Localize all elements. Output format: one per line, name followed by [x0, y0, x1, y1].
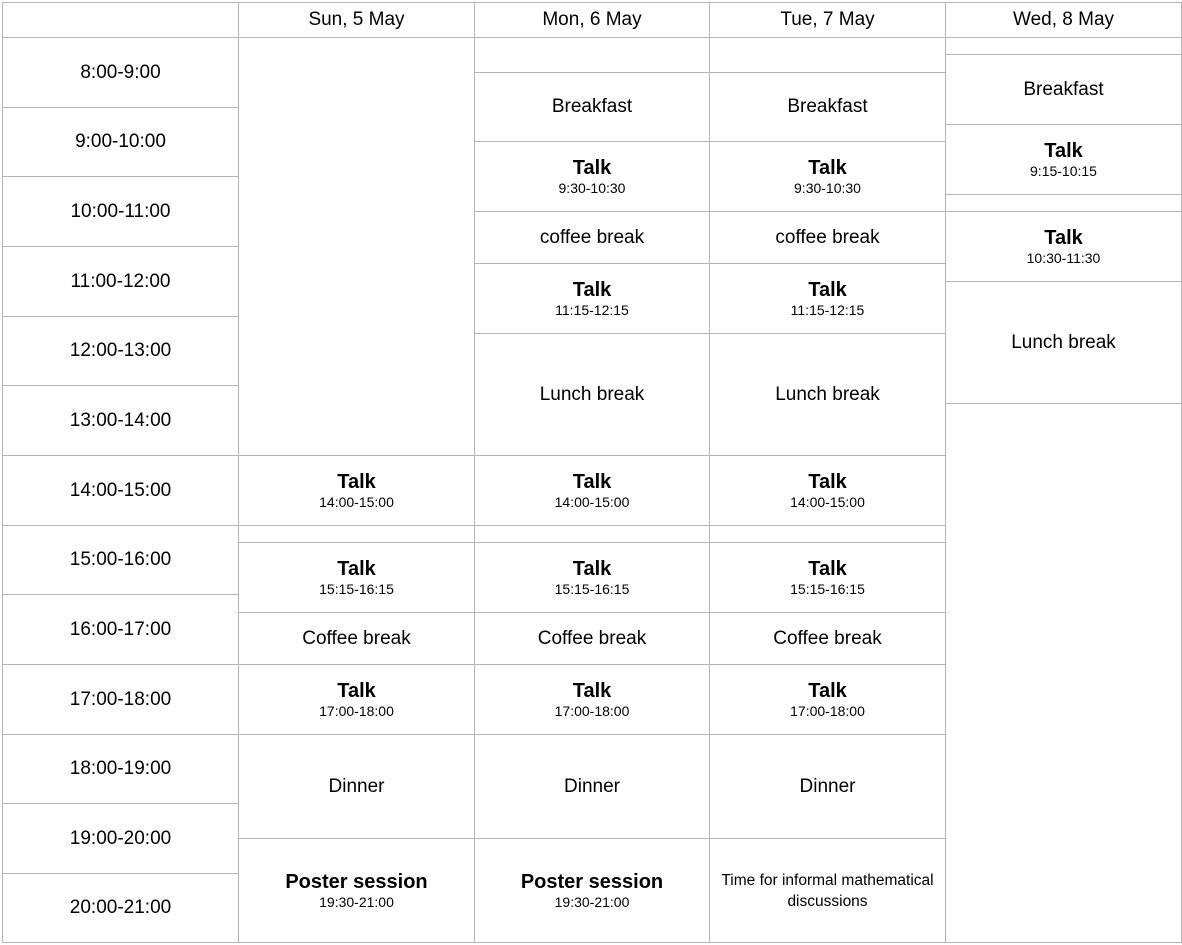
- event-cell: [238, 664, 475, 735]
- event-cell: [474, 542, 710, 613]
- time-slot-cell: [2, 385, 239, 456]
- event-time: 11:15-12:15: [555, 301, 629, 318]
- time-slot-label: 14:00-15:00: [69, 479, 172, 501]
- empty-slot-cell: [709, 37, 946, 73]
- event-title: Coffee break: [537, 627, 647, 649]
- event-title: Lunch break: [1011, 331, 1116, 353]
- event-time: 9:30-10:30: [794, 179, 861, 196]
- time-slot-cell: [2, 246, 239, 317]
- event-time: 14:00-15:00: [554, 493, 630, 510]
- event-time: 11:15-12:15: [790, 301, 865, 318]
- event-title: Breakfast: [551, 96, 633, 117]
- event-cell: [474, 141, 710, 212]
- event-title: Talk: [572, 557, 612, 580]
- event-title: Talk: [1044, 226, 1083, 249]
- time-slot-label: 8:00-9:00: [80, 61, 161, 83]
- event-time: 15:15-16:15: [790, 580, 865, 597]
- event-time: 15:15-16:15: [319, 580, 394, 597]
- event-cell: [474, 612, 710, 665]
- event-cell: [474, 263, 710, 334]
- day-header: Mon, 6 May: [542, 9, 642, 30]
- event-cell: [238, 542, 475, 613]
- time-slot-cell: [2, 316, 239, 386]
- empty-slot-cell: [945, 37, 1182, 55]
- time-slot-label: 9:00-10:00: [75, 131, 166, 152]
- event-cell: [474, 455, 710, 526]
- time-slot-label: 11:00-12:00: [70, 270, 171, 292]
- event-cell: [945, 211, 1182, 282]
- event-title: Talk: [808, 557, 847, 580]
- event-cell: [474, 664, 710, 735]
- event-cell: [709, 141, 946, 212]
- day-header: Sun, 5 May: [308, 9, 405, 30]
- event-cell: [474, 211, 710, 264]
- event-cell: [945, 281, 1182, 404]
- event-time: 10:30-11:30: [1026, 249, 1101, 266]
- event-title: Dinner: [799, 775, 856, 797]
- event-title: Breakfast: [787, 96, 868, 117]
- time-slot-label: 16:00-17:00: [69, 618, 172, 640]
- event-time: 9:15-10:15: [1030, 162, 1097, 179]
- event-title: Coffee break: [302, 627, 411, 649]
- event-cell: [709, 72, 946, 142]
- event-cell: [945, 54, 1182, 125]
- event-time: 19:30-21:00: [554, 893, 630, 910]
- event-title: Talk: [572, 156, 612, 179]
- event-cell: [474, 333, 710, 456]
- empty-slot-cell: [238, 37, 475, 456]
- time-slot-cell: [2, 803, 239, 874]
- event-time: 19:30-21:00: [319, 893, 394, 910]
- time-slot-cell: [2, 594, 239, 665]
- event-time: 17:00-18:00: [319, 702, 394, 719]
- day-header-cell: [474, 2, 710, 38]
- event-cell: [709, 838, 946, 943]
- time-slot-label: 12:00-13:00: [69, 340, 172, 361]
- corner-cell: [2, 2, 239, 38]
- event-cell: [709, 455, 946, 526]
- event-cell: [238, 612, 475, 665]
- empty-slot-cell: [474, 525, 710, 543]
- event-title: Talk: [808, 470, 847, 493]
- time-slot-label: 20:00-21:00: [69, 897, 172, 918]
- time-slot-label: 15:00-16:00: [69, 549, 172, 570]
- event-title: coffee break: [539, 226, 645, 248]
- event-time: 14:00-15:00: [790, 493, 865, 510]
- time-slot-cell: [2, 455, 239, 526]
- event-title: Talk: [808, 679, 847, 702]
- event-cell: [474, 72, 710, 142]
- time-slot-cell: [2, 37, 239, 108]
- event-cell: [709, 542, 946, 613]
- time-slot-cell: [2, 664, 239, 735]
- event-title: Talk: [337, 557, 376, 580]
- event-cell: [709, 263, 946, 334]
- day-header: Wed, 8 May: [1012, 9, 1115, 30]
- event-title: Talk: [337, 470, 376, 493]
- time-slot-cell: [2, 734, 239, 804]
- event-title: Lunch break: [539, 383, 645, 405]
- event-title: Poster session: [285, 870, 428, 893]
- event-time: 17:00-18:00: [554, 702, 630, 719]
- event-cell: [709, 612, 946, 665]
- event-cell: [945, 124, 1182, 195]
- day-header-cell: [945, 2, 1182, 38]
- empty-slot-cell: [474, 37, 710, 73]
- event-title: Talk: [808, 278, 847, 301]
- time-slot-label: 13:00-14:00: [69, 409, 172, 431]
- event-title: Talk: [572, 470, 612, 493]
- day-header-cell: [238, 2, 475, 38]
- day-header: Tue, 7 May: [780, 9, 875, 30]
- event-cell: [474, 838, 710, 943]
- day-header-cell: [709, 2, 946, 38]
- time-slot-label: 17:00-18:00: [69, 688, 172, 710]
- empty-slot-cell: [238, 525, 475, 543]
- event-time: 9:30-10:30: [558, 179, 626, 196]
- event-cell: [238, 838, 475, 943]
- event-cell: [238, 734, 475, 839]
- event-time: 14:00-15:00: [319, 493, 394, 510]
- time-slot-cell: [2, 873, 239, 943]
- event-title: Poster session: [520, 870, 664, 893]
- time-slot-cell: [2, 107, 239, 177]
- event-title: Dinner: [564, 775, 620, 797]
- event-cell: [238, 455, 475, 526]
- event-title: Talk: [572, 278, 612, 301]
- event-cell: [474, 734, 710, 839]
- event-title: Talk: [1044, 139, 1083, 162]
- time-slot-cell: [2, 176, 239, 247]
- event-title: Lunch break: [775, 383, 880, 405]
- event-time: 15:15-16:15: [554, 580, 630, 597]
- time-slot-label: 10:00-11:00: [70, 200, 171, 222]
- event-title: Time for informal mathematical discussions: [721, 871, 934, 910]
- time-slot-label: 19:00-20:00: [69, 827, 172, 849]
- time-slot-label: 18:00-19:00: [69, 758, 172, 779]
- event-title: Talk: [337, 679, 376, 702]
- event-cell: [709, 734, 946, 839]
- event-time: 17:00-18:00: [790, 702, 865, 719]
- event-title: Breakfast: [1023, 78, 1104, 100]
- event-title: Talk: [572, 679, 612, 702]
- empty-slot-cell: [709, 525, 946, 543]
- event-title: Dinner: [328, 775, 385, 797]
- empty-slot-cell: [945, 194, 1182, 212]
- time-slot-cell: [2, 525, 239, 595]
- event-cell: [709, 211, 946, 264]
- empty-slot-cell: [945, 403, 1182, 943]
- event-title: Coffee break: [773, 627, 882, 649]
- event-title: Talk: [808, 156, 847, 179]
- event-cell: [709, 333, 946, 456]
- event-cell: [709, 664, 946, 735]
- event-title: coffee break: [775, 226, 880, 248]
